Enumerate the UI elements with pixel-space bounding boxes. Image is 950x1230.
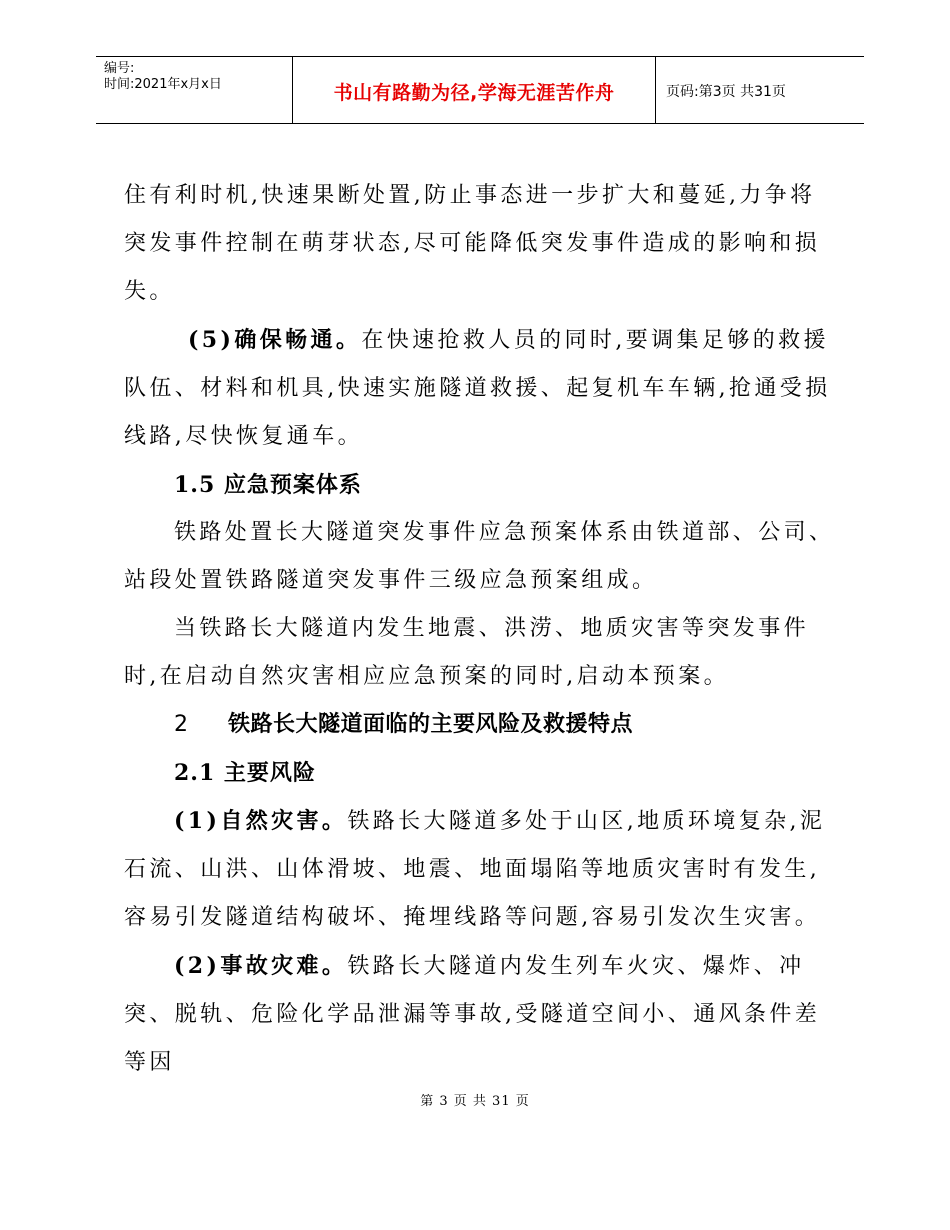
paragraph-lead: (5)确保畅通。 <box>188 327 362 353</box>
paragraph-plan-system: 铁路处置长大隧道突发事件应急预案体系由铁道部、公司、站段处置铁路隧道突发事件三级应急预案组成。 <box>124 520 835 593</box>
document-time-label: 时间:2021年x月x日 <box>104 77 222 92</box>
paragraph-plan-activation: 当铁路长大隧道内发生地震、洪涝、地质灾害等突发事件时,在启动自然灾害相应应急预案的同时,启动本预案。 <box>124 616 810 689</box>
paragraph-natural-disaster <box>124 797 840 942</box>
header-page-code: 页码:第3页 共31页 <box>666 84 786 100</box>
paragraph-lead: (2)事故灾难。 <box>174 953 348 979</box>
section-number: 2 <box>174 712 189 737</box>
paragraph-continuation: 住有利时机,快速果断处置,防止事态进一步扩大和蔓延,力争将突发事件控制在萌芽状态,尽可能降低突发事件造成的影响和损失。 <box>124 183 821 304</box>
section-heading-1-5: 1.5 应急预案体系 <box>174 472 362 498</box>
paragraph-accident-disaster <box>124 942 840 1087</box>
paragraph-text: 铁路长大隧道内发生列车火灾、爆炸、冲突、脱轨、危险化学品泄漏等事故,受隧道空间小、通风条件差等因 <box>124 954 821 1075</box>
header-motto-cell <box>292 57 656 123</box>
paragraph-lead: (1)自然灾害。 <box>174 808 348 834</box>
header-meta <box>96 57 292 123</box>
document-body <box>124 172 840 1087</box>
paragraph-text: 铁路长大隧道多处于山区,地质环境复杂,泥石流、山洪、山体滑坡、地震、地面塌陷等地质灾害时有发生,容易引发隧道结构破坏、掩埋线路等问题,容易引发次生灾害。 <box>124 809 826 930</box>
section-heading-2-1: 2.1 主要风险 <box>174 760 316 786</box>
page-footer: 第 3 页 共 31 页 <box>420 1094 530 1109</box>
section-title: 铁路长大隧道面临的主要风险及救援特点 <box>228 712 634 737</box>
header-motto: 书山有路勤为径,学海无涯苦作舟 <box>333 81 615 104</box>
paragraph-text: 在快速抢救人员的同时,要调集足够的救援队伍、材料和机具,快速实施隧道救援、起复机车车辆,抢通受损线路,尽快恢复通车。 <box>124 328 831 449</box>
section-heading-2 <box>124 701 840 749</box>
page-header <box>96 56 864 124</box>
document-number-label: 编号: <box>104 61 135 76</box>
paragraph-ensure-smooth <box>124 316 840 461</box>
